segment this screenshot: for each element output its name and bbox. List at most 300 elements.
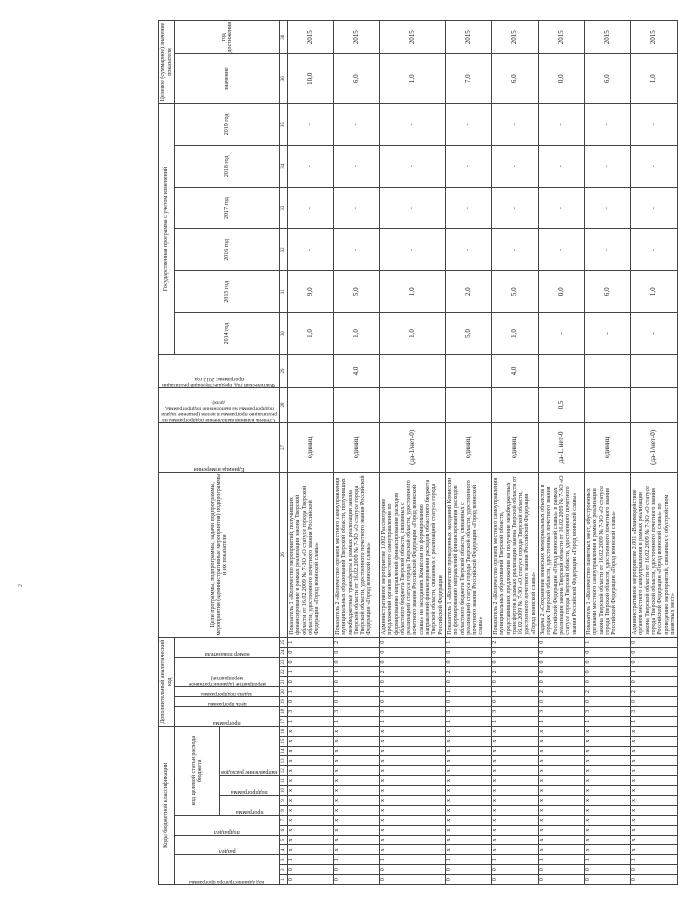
code-cell: 1 [380,855,446,865]
code-cell: 1 [491,716,538,726]
code-cell: x [445,756,491,766]
code-cell: 0 [334,647,380,657]
code-cell: 0 [445,865,491,875]
page-marker: 2 [18,584,24,587]
code-cell: 0 [334,697,380,707]
code-cell: 1 [491,687,538,697]
code-cell: x [631,776,678,786]
unit-cell: (да-1/нет-0) [631,423,678,473]
code-cell: x [491,835,538,845]
a-event-header: мероприятие (административное мероприятие) [175,657,280,687]
code-cell: 2 [539,687,585,697]
code-cell: x [334,756,380,766]
code-cell: x [585,805,631,815]
column-index-cell: 4 [280,845,288,855]
code-cell: 0 [380,637,446,647]
column-index-cell: 30 [280,313,288,355]
code-cell: 2 [491,637,538,647]
code-cell: 0 [539,697,585,707]
degree-cell: 0,5 [539,387,585,422]
name-cell: Административное мероприятие 2.001 «Взаимодействие органов местного самоуправления в рамках реализации закона Тверской области от 16.02.2009 № 7-ЗО «О статусе города Тверской области, удостоенного почетного звания Российской Федерации «Город воинской славы» по проведению мероприятий, связанных с обустройством памятных мест» [631,472,678,637]
code-cell: x [631,786,678,796]
target-header: Целевое (суммарное) значение показателя [159,21,175,104]
target-value-cell: 6,0 [334,54,380,104]
code-cell: x [334,845,380,855]
y2014-cell: - [631,313,678,355]
code-cell: x [288,766,334,776]
a-indicator-header: номер показателя [175,637,280,657]
y2017-cell: - [380,187,446,229]
target-year-cell: 2015 [631,21,678,55]
y2019-cell: - [288,104,334,146]
column-index-cell: 17 [280,716,288,726]
code-cell: 2 [380,667,446,677]
name-cell: Административное мероприятие 1.002 Рассмотрение предложений органов местного самоуправления по формированию направлений финансирования расходов областного бюджета Тверской области, связанных с реализацией статуса города Тверской области, удостоенного почетного звания Российской Федерации «Город воинской славы» на заседаниях Комиссии по формированию направлений финансирования расходов областного бюджета Тверской области, связанных с реализацией статуса города Российской Федерации [380,472,446,637]
fact-cell: 4,0 [491,354,538,387]
unit-cell: единиц [288,423,334,473]
target-year-cell: 2015 [585,21,631,55]
admin-code-header: код администратора программы [175,855,280,885]
code-cell: 3 [585,706,631,716]
code-cell: 1 [491,855,538,865]
code-cell: x [491,786,538,796]
y2016-cell: - [539,229,585,271]
column-index-cell: 11 [280,776,288,786]
code-cell: x [445,815,491,825]
target-year-cell: 2015 [539,21,585,55]
code-cell: 0 [539,637,585,647]
code-cell: 1 [288,667,334,677]
target-value-cell: 7,0 [445,54,491,104]
column-index-cell: 23 [280,657,288,667]
column-index-cell: 12 [280,766,288,776]
name-cell: Показатель 1 «Количество мероприятий, получивших финансирование в рамках реализации закона Тверской области от 16.02.2009 № 7-ЗО «О статусе города Тверской области, удостоенного почетного звания Российской Федерации «Город воинской славы» [288,472,334,637]
code-cell: 0 [585,697,631,707]
code-cell: 1 [585,855,631,865]
code-cell: x [539,845,585,855]
code-cell: 0 [380,657,446,667]
y2019-cell: - [380,104,446,146]
code-cell: x [585,835,631,845]
y2017-cell: - [445,187,491,229]
code-cell: x [334,746,380,756]
fact-cell [288,354,334,387]
column-index-cell: 26 [280,472,288,637]
code-cell: x [380,756,446,766]
code-cell: x [631,805,678,815]
expense-direction-subheader: направление расходов [220,726,280,775]
code-cell: 0 [585,875,631,885]
code-cell: 0 [631,637,678,647]
code-cell: x [288,726,334,736]
code-cell: 1 [288,855,334,865]
code-cell: 0 [334,657,380,667]
code-cell: x [380,776,446,786]
column-index-cell: 33 [280,187,288,229]
code-cell: x [491,736,538,746]
code-cell: x [445,845,491,855]
code-cell: x [539,786,585,796]
code-cell: 0 [491,647,538,657]
code-cell: x [445,766,491,776]
degree-cell [631,387,678,422]
code-cell: x [445,746,491,756]
code-cell: 2 [631,687,678,697]
y2016-cell: - [334,229,380,271]
code-cell: x [491,815,538,825]
code-cell: x [288,786,334,796]
table-row [585,21,631,885]
target-year-cell: 2015 [288,21,334,55]
code-cell: x [585,756,631,766]
y2017-header: 2017 год [175,187,280,229]
code-cell: x [334,825,380,835]
code-cell: 2 [445,667,491,677]
code-cell: x [334,776,380,786]
code-cell: 1 [334,687,380,697]
column-index-cell: 15 [280,736,288,746]
code-cell: x [491,805,538,815]
code-cell: x [585,726,631,736]
y2019-cell: - [585,104,631,146]
program-years-header: Государственная программа с учетом изменений [159,104,175,355]
code-cell: 3 [334,706,380,716]
column-index-cell: 36 [280,21,288,55]
code-cell: x [539,766,585,776]
name-cell: Показатель 2 «Количество органов местного самоуправления муниципальных образований Тверской области, получивших межбюджетные трансферты в рамках реализации закона Тверской области от 16.02.2009 № 7-ЗО «О статусе города Тверской области, удостоенного почетного звания Российской Федерации «Город воинской славы» [334,472,380,637]
code-cell: x [288,805,334,815]
code-cell: 1 [380,687,446,697]
degree-cell [445,387,491,422]
column-index-cell: 13 [280,756,288,766]
code-cell: 0 [445,677,491,687]
y2016-cell: - [585,229,631,271]
y2019-cell: - [539,104,585,146]
y2015-cell: 6,0 [585,271,631,313]
code-cell: x [631,756,678,766]
degree-cell [288,387,334,422]
fact-cell [445,354,491,387]
code-cell: x [539,835,585,845]
code-cell: 1 [334,855,380,865]
code-cell: x [380,825,446,835]
code-cell: 0 [334,677,380,687]
table-row [380,21,446,885]
code-cell: x [334,805,380,815]
code-cell: x [334,815,380,825]
y2019-cell: - [334,104,380,146]
code-cell: x [631,845,678,855]
code-cell: 3 [288,706,334,716]
code-cell: 3 [445,706,491,716]
y2014-header: 2014 год [175,313,280,355]
code-cell: 0 [288,657,334,667]
target-value-header: значение [175,54,280,104]
analytic-group-header: Дополнительный аналитический код [159,637,175,726]
code-cell: x [539,815,585,825]
column-index-cell: 19 [280,697,288,707]
column-index-cell: 8 [280,805,288,815]
code-cell: 0 [491,865,538,875]
code-cell: 2 [585,687,631,697]
y2018-cell: - [380,145,446,187]
code-cell: 0 [334,875,380,885]
code-cell: x [631,736,678,746]
table-row [445,21,491,885]
y2014-cell: 1,0 [288,313,334,355]
column-index-row [280,21,288,885]
fact-cell: 4,0 [334,354,380,387]
subprogram-subheader: подпрограмма [220,776,280,796]
y2014-cell: 1,0 [334,313,380,355]
y2019-cell: - [491,104,538,146]
code-cell: 0 [585,677,631,687]
subsection-header: подраздел [175,815,280,835]
code-cell: x [445,805,491,815]
code-cell: x [334,795,380,805]
unit-cell: единиц [334,423,380,473]
column-index-cell: 32 [280,229,288,271]
column-index-cell: 29 [280,354,288,387]
code-cell: 1 [334,716,380,726]
code-cell: 0 [539,677,585,687]
name-cell: Задача 2 «Сохранение воинских мемориальных объектов в городах Тверской области, удостоенных почетного звания Российской Федерации «Город воинской славы» в рамках реализации закона Тверской области от 16.02.2009 № 7-ЗО «О статусе города Тверской области, удостоенного почетного звания Российской Федерации «Город воинской славы» [539,472,585,637]
unit-cell: да-1, нет-0 [539,423,585,473]
degree-column-header: Степень влияния выполнения подпрограммы на реализацию программы в целом (решение задачи подпрограммы на выполнение подпрограммы, доля) [159,387,280,422]
code-cell: x [491,776,538,786]
y2018-cell: - [445,145,491,187]
code-cell: 0 [539,657,585,667]
y2017-cell: - [631,187,678,229]
code-cell: x [539,795,585,805]
code-cell: 0 [491,677,538,687]
code-cell: x [631,835,678,845]
y2018-header: 2018 год [175,145,280,187]
y2017-cell: - [539,187,585,229]
code-cell: x [380,746,446,756]
code-cell: x [585,815,631,825]
name-column-header: Цели программы, подпрограммы, задачи подпрограммы, мероприятия (административные мероприятия) подпрограммы и их показатели [159,472,280,637]
column-index-cell: 18 [280,706,288,716]
table-row [491,21,538,885]
code-cell: x [491,766,538,776]
code-cell: x [445,786,491,796]
code-cell: 1 [445,716,491,726]
code-cell: x [539,825,585,835]
target-value-cell: 1,0 [380,54,446,104]
code-cell: x [585,786,631,796]
target-year-cell: 2015 [334,21,380,55]
code-cell: x [380,736,446,746]
code-cell: x [539,726,585,736]
code-cell: 0 [631,657,678,667]
column-index-cell: 25 [280,637,288,647]
target-year-cell: 2015 [491,21,538,55]
code-cell: 0 [288,697,334,707]
code-cell: 1 [585,716,631,726]
name-cell: Показатель 1 «Количество проведенных заседаний Комиссии по формированию направлений финансирования расходов областного бюджета Тверской области, связанных с реализацией статуса города Тверской области, удостоенного почетного звания Российской Федерации «Город воинской славы» [445,472,491,637]
code-cell: 0 [380,677,446,687]
code-cell: x [445,736,491,746]
unit-cell: единиц [491,423,538,473]
column-index-cell: 14 [280,746,288,756]
code-cell: 1 [445,855,491,865]
column-index-cell: 35 [280,104,288,146]
code-cell: 0 [631,647,678,657]
code-cell: 1 [288,716,334,726]
code-cell: x [491,756,538,766]
section-header: раздел [175,835,280,855]
code-cell: 1 [539,716,585,726]
column-index-cell: 20 [280,687,288,697]
code-cell: 0 [585,657,631,667]
y2014-cell: - [539,313,585,355]
code-cell: 0 [539,647,585,657]
code-cell: 1 [539,855,585,865]
code-cell: 3 [631,706,678,716]
y2017-cell: - [491,187,538,229]
code-cell: x [491,795,538,805]
code-cell: x [334,736,380,746]
y2018-cell: - [631,145,678,187]
code-cell: 0 [631,865,678,875]
code-cell: 1 [334,667,380,677]
y2014-cell: 1,0 [491,313,538,355]
code-cell: x [380,795,446,805]
code-cell: 1 [380,716,446,726]
code-cell: 0 [445,875,491,885]
column-index-cell: 34 [280,145,288,187]
target-value-cell: 6,0 [585,54,631,104]
code-cell: 3 [539,706,585,716]
code-cell: x [445,726,491,736]
table-row [539,21,585,885]
code-cell: x [445,776,491,786]
column-index-cell: 7 [280,815,288,825]
column-index-cell: 24 [280,647,288,657]
code-cell: 2 [334,637,380,647]
target-value-cell: 10,0 [288,54,334,104]
code-cell: x [334,786,380,796]
column-index-cell: 9 [280,795,288,805]
code-cell: 1 [631,855,678,865]
program-subheader: программа [220,795,280,815]
name-cell: Показатель 1 «Количество памятных мест, обустроенных органами местного самоуправления в рамках реализации закона Тверской области от 16.02.2009 № 7-ЗО «О статусе города Тверской области, удостоенного почетного звания Российской Федерации «Город воинской славы» [585,472,631,637]
column-index-cell: 27 [280,423,288,473]
a-task-header: задача подпрограммы [175,687,280,697]
code-cell: x [380,786,446,796]
code-cell: x [491,746,538,756]
code-cell: x [491,845,538,855]
column-index-cell: 36 [280,54,288,104]
target-value-cell: 6,0 [491,54,538,104]
degree-cell [334,387,380,422]
fact-cell [380,354,446,387]
code-cell: x [631,746,678,756]
y2015-cell: 0,0 [539,271,585,313]
code-cell: x [380,726,446,736]
target-value-cell: 1,0 [631,54,678,104]
code-cell: x [334,726,380,736]
column-index-cell: 1 [280,875,288,885]
target-year-cell: 2015 [380,21,446,55]
code-cell: x [380,766,446,776]
y2015-cell: 5,0 [334,271,380,313]
table-row [334,21,380,885]
code-cell: x [631,795,678,805]
code-cell: x [631,825,678,835]
column-index-cell: 2 [280,865,288,875]
unit-cell: единиц [585,423,631,473]
code-cell: x [631,815,678,825]
code-cell: x [585,766,631,776]
column-index-cell: 6 [280,825,288,835]
code-cell: 1 [631,716,678,726]
y2019-cell: - [631,104,678,146]
column-index-cell: 31 [280,271,288,313]
code-cell: x [585,736,631,746]
degree-cell [491,387,538,422]
column-index-cell: 21 [280,677,288,687]
code-cell: 0 [585,865,631,875]
y2016-header: 2016 год [175,229,280,271]
code-cell: x [585,825,631,835]
fact-cell [631,354,678,387]
y2016-cell: - [445,229,491,271]
y2019-header: 2019 год [175,104,280,146]
code-cell: x [631,766,678,776]
fact-column-header: Фактический год, предшествующий реализации программы: 2013 год [159,354,280,387]
code-cell: x [585,845,631,855]
y2015-cell: 9,0 [288,271,334,313]
code-cell: 2 [491,667,538,677]
code-cell: x [585,776,631,786]
code-cell: 0 [288,647,334,657]
target-year-cell: 2015 [445,21,491,55]
name-cell: Показатель 2 «Количество органов местного самоуправления муниципальных образований Тверской области, представивших предложения на получение межбюджетных трансфертов в рамках реализации закона Тверской области от 16.02.2009 № 7-ЗО «О статусе города Тверской области, удостоенного почетного звания Российской Федерации «Город воинской славы» [491,472,538,637]
a-goal-header: цель программы [175,697,280,707]
code-cell: x [539,776,585,786]
column-index-cell: 10 [280,786,288,796]
code-cell: 0 [445,647,491,657]
column-index-cell: 22 [280,667,288,677]
code-cell: x [380,845,446,855]
y2014-cell: 1,0 [380,313,446,355]
y2017-cell: - [334,187,380,229]
code-cell: x [288,835,334,845]
y2016-cell: - [491,229,538,271]
y2017-cell: - [288,187,334,229]
code-cell: 0 [585,647,631,657]
code-cell: 0 [445,657,491,667]
unit-column-header: Единица измерения [159,423,280,473]
fact-cell [585,354,631,387]
code-cell: 0 [445,697,491,707]
code-cell: 0 [288,875,334,885]
code-cell: 1 [445,637,491,647]
code-cell: 0 [539,875,585,885]
y2016-cell: - [380,229,446,271]
y2014-cell: - [585,313,631,355]
code-cell: x [380,835,446,845]
target-year-header: год достижения [175,21,280,55]
code-cell: 0 [631,875,678,885]
code-cell: 0 [539,865,585,875]
y2015-cell: 5,0 [491,271,538,313]
code-cell: x [445,825,491,835]
column-index-cell: 28 [280,387,288,422]
code-cell: 0 [288,677,334,687]
